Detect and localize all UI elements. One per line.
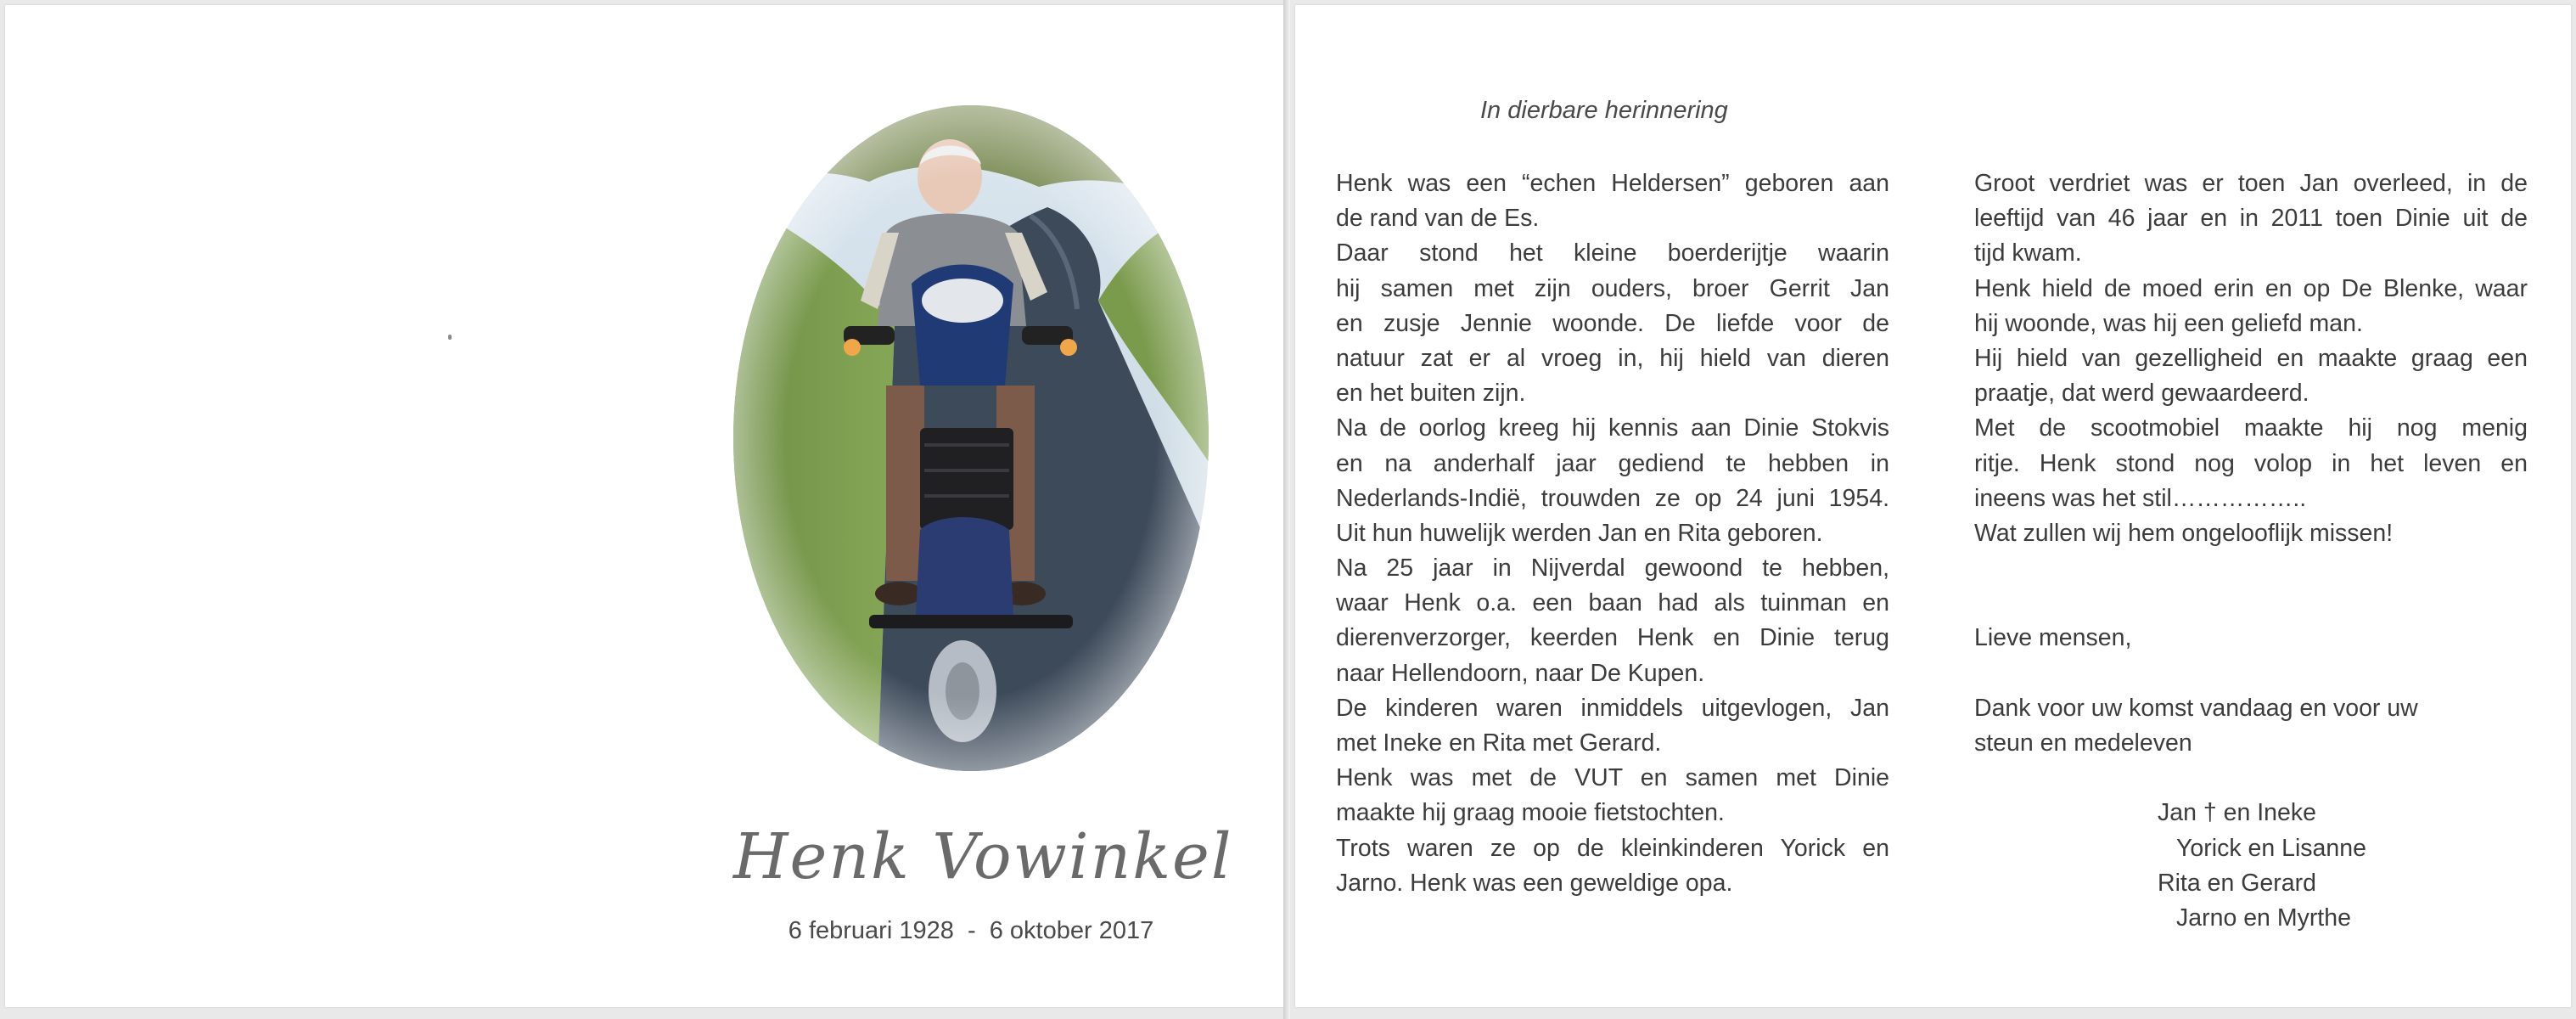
message-line: tijd kwam. — [1974, 239, 2082, 267]
signature-line: Rita en Gerard — [2158, 869, 2316, 897]
biography-line: Trots waren ze op de kleinkinderen Yorick en — [1336, 834, 1889, 862]
card-front-panel — [5, 5, 1288, 1007]
card-fold — [1283, 0, 1290, 1019]
biography-line: en zusje Jennie woonde. De liefde voor de — [1336, 309, 1889, 337]
biography-line: en na anderhalf jaar gediend te hebben in — [1336, 449, 1889, 477]
message-text — [1974, 166, 2528, 551]
biography-text — [1336, 166, 1889, 901]
message-line: Hij hield van gezelligheid en maakte graag een — [1974, 344, 2528, 372]
biography-line: natuur zat er al vroeg in, hij hield van dieren — [1336, 344, 1889, 372]
biography-line: Na 25 jaar in Nijverdal gewoond te hebben, — [1336, 555, 1889, 583]
family-signatures — [1974, 796, 2528, 936]
life-dates: 6 februari 1928 - 6 oktober 2017 — [788, 917, 1154, 944]
biography-line: en het buiten zijn. — [1336, 380, 1526, 408]
biography-line: waar Henk o.a. een baan had als tuinman en — [1336, 589, 1889, 617]
biography-line: Daar stond het kleine boerderijtje waarin — [1336, 239, 1889, 267]
message-line: ritje. Henk stond nog volop in het leven en — [1974, 449, 2528, 477]
biography-line: met Ineke en Rita met Gerard. — [1336, 729, 1662, 757]
biography-line: Henk was een “echen Heldersen” geboren aan — [1336, 170, 1889, 197]
portrait-photo-icon — [733, 105, 1209, 771]
card-inside-panel — [1295, 5, 2571, 1007]
signature-line: Yorick en Lisanne — [2176, 834, 2366, 862]
biography-line: De kinderen waren inmiddels uitgevlogen, Jan — [1336, 694, 1889, 722]
message-line: Wat zullen wij hem ongelooflijk missen! — [1974, 519, 2394, 547]
message-column — [1974, 166, 2528, 936]
portrait-photo — [733, 105, 1209, 771]
thanks-line-1: Dank voor uw komst vandaag en voor uw — [1974, 694, 2418, 722]
signature-line: Jan † en Ineke — [2158, 799, 2316, 827]
message-line: Groot verdriet was er toen Jan overleed, in de — [1974, 170, 2528, 197]
biography-line: dierenverzorger, keerden Henk en Dinie terug — [1336, 624, 1889, 652]
biography-line: de rand van de Es. — [1336, 205, 1540, 233]
biography-line: Henk was met de VUT en samen met Dinie — [1336, 764, 1889, 792]
message-line: ineens was het stil…………….. — [1974, 484, 2307, 512]
biography-line: hij samen met zijn ouders, broer Gerrit Jan — [1336, 274, 1889, 302]
biography-line: Jarno. Henk was een geweldige opa. — [1336, 869, 1733, 897]
thanks-line-2: steun en medeleven — [1974, 729, 2192, 757]
paper-speck — [448, 335, 452, 340]
biography-line: Na de oorlog kreeg hij kennis aan Dinie Stokvis — [1336, 414, 1889, 442]
signature-line: Jarno en Myrthe — [2176, 904, 2351, 932]
message-line: leeftijd van 46 jaar en in 2011 toen Dinie uit de — [1974, 205, 2528, 233]
message-line: praatje, dat werd gewaardeerd. — [1974, 380, 2309, 408]
memory-heading: In dierbare herinnering — [1480, 97, 1728, 124]
biography-line: Uit hun huwelijk werden Jan en Rita geboren. — [1336, 519, 1823, 547]
biography-line: Nederlands-Indië, trouwden ze op 24 juni 1954. — [1336, 484, 1889, 512]
biography-line: naar Hellendoorn, naar De Kupen. — [1336, 659, 1705, 687]
deceased-name: Henk Vowinkel — [733, 820, 1233, 893]
message-line: Met de scootmobiel maakte hij nog menig — [1974, 414, 2528, 442]
message-line: hij woonde, was hij een geliefd man. — [1974, 309, 2363, 337]
greeting: Lieve mensen, — [1974, 624, 2132, 652]
biography-line: maakte hij graag mooie fietstochten. — [1336, 799, 1725, 827]
message-line: Henk hield de moed erin en op De Blenke, waar — [1974, 274, 2528, 302]
